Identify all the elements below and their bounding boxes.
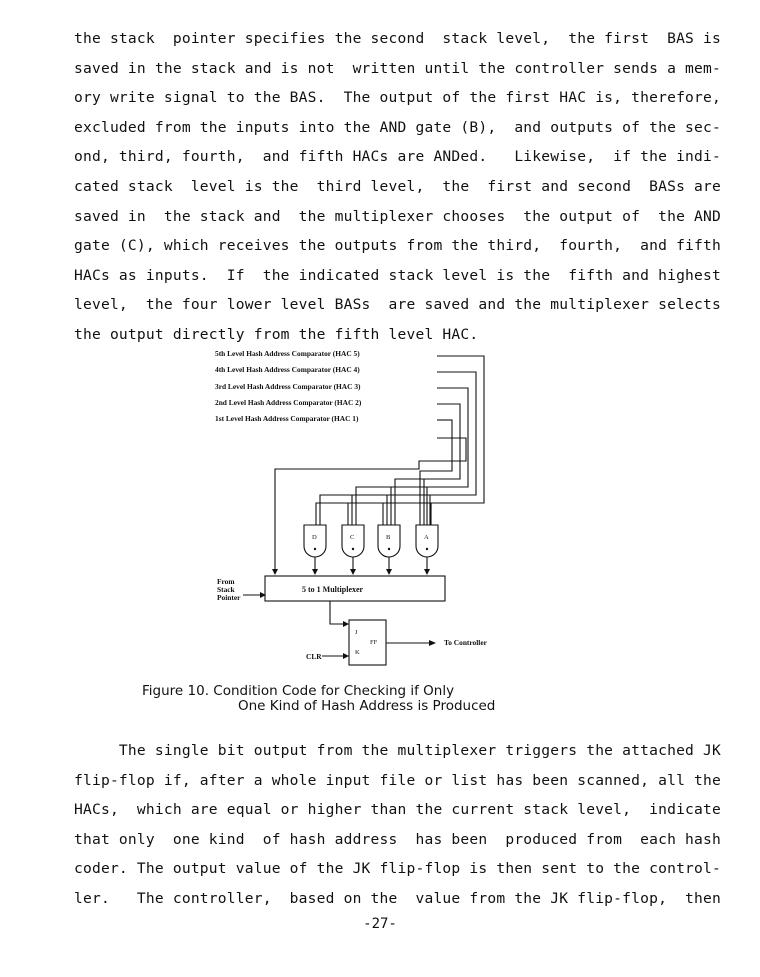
ff-label: FF (370, 639, 378, 646)
paragraph-bottom (74, 736, 722, 914)
text-line: ory write signal to the BAS. The output of the first HAC is, therefore, (74, 89, 722, 107)
gate-c-label: C (350, 534, 355, 541)
multiplexer-label: 5 to 1 Multiplexer (302, 585, 364, 594)
ff-j-label: J (355, 629, 358, 636)
hac-1-label: 1st Level Hash Address Comparator (HAC 1) (215, 414, 359, 423)
page-number: -27- (363, 916, 397, 932)
gate-a-label: A (424, 534, 429, 541)
text-line: cated stack level is the third level, the first and second BASs are (74, 177, 722, 195)
pointer-label: Pointer (217, 593, 241, 602)
jk-flipflop-box (349, 620, 386, 665)
gate-b-label: B (386, 534, 391, 541)
and-gate-b (378, 525, 400, 557)
hac-4-label: 4th Level Hash Address Comparator (HAC 4) (215, 365, 360, 374)
caption-line-1: Figure 10. Condition Code for Checking if Only (142, 683, 455, 699)
text-line: coder. The output value of the JK flip-flop is then sent to the control- (74, 860, 722, 878)
hac-3-label: 3rd Level Hash Address Comparator (HAC 3) (215, 382, 361, 391)
clr-label: CLR (306, 652, 322, 661)
from-label: From (217, 577, 235, 586)
text-line: ond, third, fourth, and fifth HACs are ANDed. Likewise, if the indi- (74, 148, 722, 166)
text-line: HACs as inputs. If the indicated stack level is the fifth and highest (74, 266, 722, 284)
hac-5-label: 5th Level Hash Address Comparator (HAC 5) (215, 349, 360, 358)
text-line: ler. The controller, based on the value from the JK flip-flop, then (74, 889, 722, 907)
text-line: the output directly from the fifth level HAC. (74, 325, 479, 343)
text-line: saved in the stack and is not written until the controller sends a mem- (74, 59, 722, 77)
and-gate-a (416, 525, 438, 557)
text-line: saved in the stack and the multiplexer chooses the output of the AND (74, 207, 722, 225)
text-line: excluded from the inputs into the AND gate (B), and outputs of the sec- (74, 118, 722, 136)
to-controller-label: To Controller (444, 638, 487, 647)
stack-label: Stack (217, 585, 235, 594)
text-line: The single bit output from the multiplexer triggers the attached JK (74, 742, 722, 759)
and-gate-c (342, 525, 364, 557)
text-line: gate (C), which receives the outputs from the third, fourth, and fifth (74, 237, 722, 255)
caption-line-2: One Kind of Hash Address is Produced (238, 698, 496, 714)
hac-2-label: 2nd Level Hash Address Comparator (HAC 2) (215, 398, 362, 407)
text-line: HACs, which are equal or higher than the current stack level, indicate (74, 801, 722, 819)
and-gate-d (304, 525, 326, 557)
text-line: flip-flop if, after a whole input file or list has been scanned, all the (74, 771, 722, 789)
figure-caption (0, 684, 760, 714)
text-line: the stack pointer specifies the second stack level, the first BAS is (74, 30, 722, 47)
gate-d-label: D (312, 534, 317, 541)
ff-k-label: K (355, 649, 360, 656)
text-line: level, the four lower level BASs are saved and the multiplexer selects (74, 296, 722, 314)
text-line: that only one kind of hash address has been produced from each hash (74, 830, 722, 848)
